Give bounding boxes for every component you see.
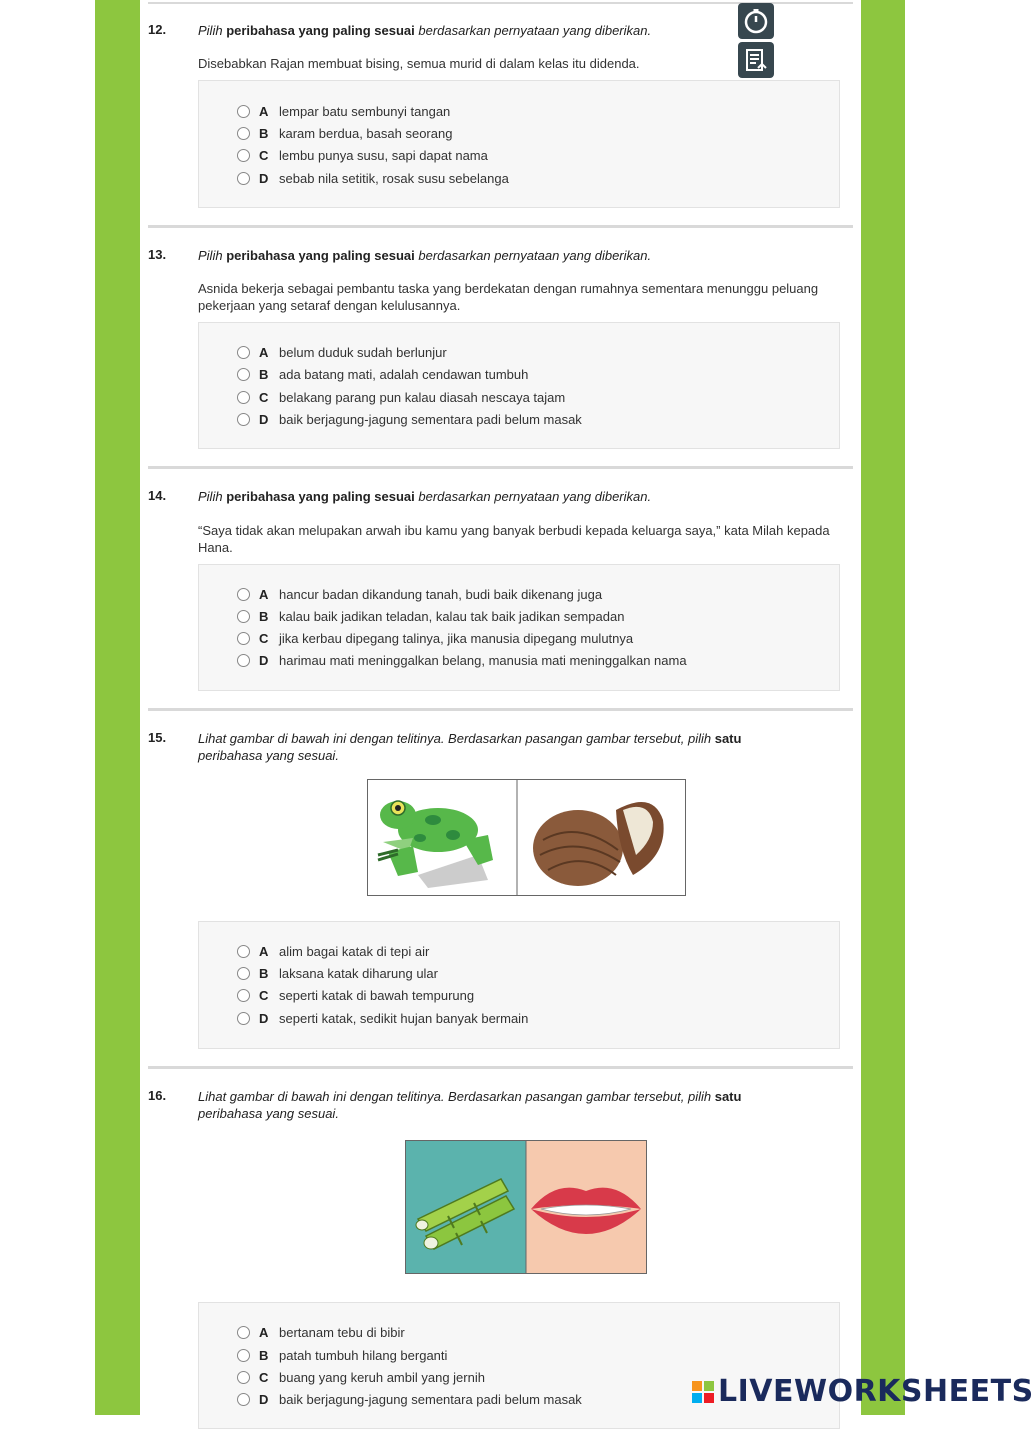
option-text: laksana katak diharung ular xyxy=(279,965,438,981)
option-letter: C xyxy=(259,630,269,646)
question-stem: Disebabkan Rajan membuat bising, semua murid di dalam kelas itu didenda. xyxy=(198,56,640,71)
option-a[interactable] xyxy=(237,102,450,120)
option-c[interactable] xyxy=(237,1368,485,1386)
radio-button[interactable] xyxy=(237,172,250,185)
option-text: sebab nila setitik, rosak susu sebelanga xyxy=(279,170,509,186)
option-text: jika kerbau dipegang talinya, jika manusia dipegang mulutnya xyxy=(279,630,634,646)
option-c[interactable] xyxy=(237,986,474,1004)
option-c[interactable] xyxy=(237,629,633,647)
option-letter: A xyxy=(259,344,269,360)
option-d[interactable] xyxy=(237,410,582,428)
option-letter: C xyxy=(259,147,269,163)
options-box xyxy=(198,564,840,691)
option-d[interactable] xyxy=(237,169,509,187)
option-a[interactable] xyxy=(237,585,602,603)
radio-button[interactable] xyxy=(237,1012,250,1025)
option-letter: B xyxy=(259,965,269,981)
radio-button[interactable] xyxy=(237,989,250,1002)
radio-button[interactable] xyxy=(237,105,250,118)
question-number: 14. xyxy=(148,488,167,503)
option-letter: C xyxy=(259,987,269,1003)
picture-pair-sugarcane-lips xyxy=(405,1140,647,1274)
option-letter: C xyxy=(259,389,269,405)
option-text: harimau mati meninggalkan belang, manusia mati meninggalkan nama xyxy=(279,652,687,668)
frog-image xyxy=(378,801,493,888)
option-b[interactable] xyxy=(237,1346,447,1364)
radio-button[interactable] xyxy=(237,588,250,601)
option-text: belakang parang pun kalau diasah nescaya tajam xyxy=(279,389,566,405)
option-d[interactable] xyxy=(237,1390,582,1408)
option-letter: B xyxy=(259,366,269,382)
question-stem: “Saya tidak akan melupakan arwah ibu kamu yang banyak berbudi kepada keluarga saya,” kata Milah kepada Hana. xyxy=(198,523,830,555)
option-text: ada batang mati, adalah cendawan tumbuh xyxy=(279,366,529,382)
question-number: 16. xyxy=(148,1088,167,1103)
question-instruction: Lihat gambar di bawah ini dengan telitinya. Berdasarkan pasangan gambar tersebut, pilih satu peribahasa yang sesuai. xyxy=(198,1089,742,1121)
option-b[interactable] xyxy=(237,607,624,625)
question-separator xyxy=(148,708,853,711)
option-c[interactable] xyxy=(237,146,488,164)
option-text: baik berjagung-jagung sementara padi belum masak xyxy=(279,411,582,427)
option-letter: A xyxy=(259,586,269,602)
option-text: lempar batu sembunyi tangan xyxy=(279,103,451,119)
option-b[interactable] xyxy=(237,365,528,383)
option-b[interactable] xyxy=(237,124,452,142)
option-text: alim bagai katak di tepi air xyxy=(279,943,430,959)
option-letter: D xyxy=(259,1391,269,1407)
radio-button[interactable] xyxy=(237,346,250,359)
liveworksheets-wordmark: LIVEWORKSHEETS xyxy=(718,1374,1034,1409)
option-text: seperti katak, sedikit hujan banyak bermain xyxy=(279,1010,529,1026)
option-d[interactable] xyxy=(237,651,687,669)
option-letter: A xyxy=(259,1324,269,1340)
radio-button[interactable] xyxy=(237,654,250,667)
question-number: 15. xyxy=(148,730,167,745)
options-box xyxy=(198,921,840,1049)
options-box xyxy=(198,80,840,208)
option-letter: D xyxy=(259,170,269,186)
option-text: patah tumbuh hilang berganti xyxy=(279,1347,448,1363)
option-letter: D xyxy=(259,411,269,427)
options-box xyxy=(198,322,840,449)
radio-button[interactable] xyxy=(237,1393,250,1406)
option-letter: B xyxy=(259,608,269,624)
question-instruction: Lihat gambar di bawah ini dengan telitinya. Berdasarkan pasangan gambar tersebut, pilih satu peribahasa yang sesuai. xyxy=(198,731,742,763)
option-letter: B xyxy=(259,1347,269,1363)
radio-button[interactable] xyxy=(237,413,250,426)
radio-button[interactable] xyxy=(237,632,250,645)
question-number: 12. xyxy=(148,22,167,37)
right-green-border xyxy=(861,0,905,1415)
option-text: buang yang keruh ambil yang jernih xyxy=(279,1369,485,1385)
radio-button[interactable] xyxy=(237,967,250,980)
option-text: seperti katak di bawah tempurung xyxy=(279,987,475,1003)
option-letter: D xyxy=(259,652,269,668)
question-separator xyxy=(148,1066,853,1069)
radio-button[interactable] xyxy=(237,149,250,162)
option-d[interactable] xyxy=(237,1009,528,1027)
liveworksheets-logo-icon xyxy=(692,1381,714,1403)
option-text: baik berjagung-jagung sementara padi belum masak xyxy=(279,1391,582,1407)
option-letter: C xyxy=(259,1369,269,1385)
radio-button[interactable] xyxy=(237,945,250,958)
question-stem: Asnida bekerja sebagai pembantu taska yang berdekatan dengan rumahnya sementara menunggu peluang pekerjaan yang setaraf dengan kelulusannya. xyxy=(198,281,819,313)
coconut-shell-image xyxy=(533,802,664,886)
question-instruction: Pilih peribahasa yang paling sesuai berdasarkan pernyataan yang diberikan. xyxy=(198,248,652,263)
left-green-border xyxy=(95,0,140,1415)
option-letter: B xyxy=(259,125,269,141)
option-letter: A xyxy=(259,943,269,959)
question-number: 13. xyxy=(148,247,167,262)
option-a[interactable] xyxy=(237,1323,405,1341)
radio-button[interactable] xyxy=(237,1349,250,1362)
question-instruction: Pilih peribahasa yang paling sesuai berdasarkan pernyataan yang diberikan. xyxy=(198,23,652,38)
radio-button[interactable] xyxy=(237,368,250,381)
option-text: lembu punya susu, sapi dapat nama xyxy=(279,147,488,163)
options-box xyxy=(198,1302,840,1429)
radio-button[interactable] xyxy=(237,1371,250,1384)
option-text: kalau baik jadikan teladan, kalau tak baik jadikan sempadan xyxy=(279,608,625,624)
option-a[interactable] xyxy=(237,942,429,960)
question-separator xyxy=(148,225,853,228)
radio-button[interactable] xyxy=(237,391,250,404)
option-b[interactable] xyxy=(237,964,438,982)
option-a[interactable] xyxy=(237,343,447,361)
option-text: belum duduk sudah berlunjur xyxy=(279,344,447,360)
option-letter: D xyxy=(259,1010,269,1026)
radio-button[interactable] xyxy=(237,1326,250,1339)
option-letter: A xyxy=(259,103,269,119)
liveworksheets-logo xyxy=(692,1374,1034,1409)
option-text: karam berdua, basah seorang xyxy=(279,125,453,141)
option-text: hancur badan dikandung tanah, budi baik dikenang juga xyxy=(279,586,603,602)
question-separator xyxy=(148,466,853,469)
question-instruction: Pilih peribahasa yang paling sesuai berdasarkan pernyataan yang diberikan. xyxy=(198,489,652,504)
radio-button[interactable] xyxy=(237,127,250,140)
picture-pair-frog-coconut xyxy=(367,779,686,896)
radio-button[interactable] xyxy=(237,610,250,623)
option-text: bertanam tebu di bibir xyxy=(279,1324,405,1340)
option-c[interactable] xyxy=(237,388,565,406)
